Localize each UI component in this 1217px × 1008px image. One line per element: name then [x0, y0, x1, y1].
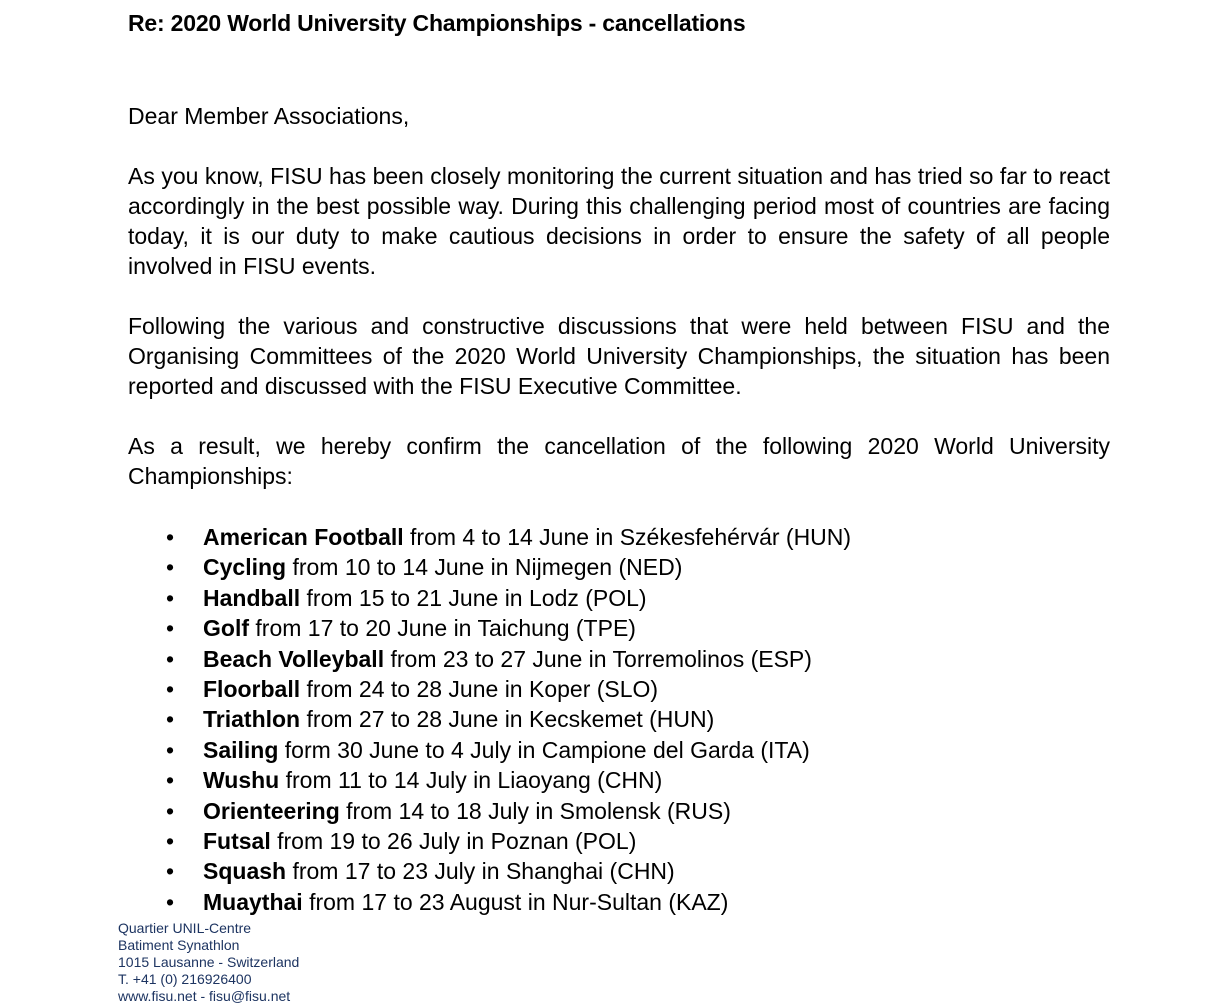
sport-name: Wushu: [203, 767, 280, 794]
bullet-icon: •: [166, 645, 175, 672]
sport-name: Floorball: [203, 675, 301, 702]
event-text: [203, 583, 647, 613]
list-item: [0, 674, 1217, 704]
bullet-icon: •: [166, 797, 175, 824]
event-text: [203, 613, 636, 643]
bullet-icon: •: [166, 584, 175, 611]
paragraph-discussions: Following the various and constructive discussions that were held between FISU and the Organising Committees of the 2020 World University Championships, the situation has been reported and discussed with the FISU Executive Committee.: [128, 313, 1110, 399]
event-details: from 17 to 20 June in Taichung (TPE): [249, 615, 636, 642]
sport-name: Futsal: [203, 827, 271, 854]
event-details: from 23 to 27 June in Torremolinos (ESP): [384, 645, 812, 672]
list-item: [0, 552, 1217, 582]
event-details: from 27 to 28 June in Kecskemet (HUN): [300, 706, 715, 733]
list-item: [0, 522, 1217, 552]
event-text: [203, 796, 731, 826]
event-details: from 4 to 14 June in Székesfehérvár (HUN): [403, 524, 852, 550]
event-details: from 19 to 26 July in Poznan (POL): [270, 827, 637, 854]
letterhead-footer: [118, 920, 299, 1005]
footer-web-email-line: www.fisu.net - fisu@fisu.net: [118, 988, 291, 1004]
event-details: from 11 to 14 July in Liaoyang (CHN): [279, 767, 663, 794]
event-text: [203, 522, 851, 552]
footer-city-line: 1015 Lausanne - Switzerland: [118, 954, 300, 970]
bullet-icon: •: [166, 524, 175, 550]
list-item: [0, 826, 1217, 856]
paragraph-situation: As you know, FISU has been closely monitoring the current situation and has tried so far to react accordingly in the best possible way. During this challenging period most of countries are facing today, it is our duty to make cautious decisions in order to ensure the safety of all people involved in FISU events.: [128, 163, 1110, 279]
sport-name: Orienteering: [203, 797, 340, 824]
sport-name: Triathlon: [203, 706, 301, 733]
sport-name: Golf: [203, 615, 249, 642]
sport-name: American Football: [203, 524, 404, 550]
list-item: [0, 644, 1217, 674]
sport-name: Cycling: [203, 554, 287, 581]
event-details: from 15 to 21 June in Lodz (POL): [300, 584, 647, 611]
bullet-icon: •: [166, 675, 175, 702]
bullet-icon: •: [166, 736, 175, 763]
sport-name: Handball: [203, 584, 301, 611]
sport-name: Muaythai: [203, 888, 303, 915]
event-text: [203, 856, 675, 886]
paragraph-confirmation: As a result, we hereby confirm the cancellation of the following 2020 World University Championships:: [128, 433, 1110, 489]
event-text: [203, 735, 810, 765]
bullet-icon: •: [166, 706, 175, 733]
event-text: [203, 674, 658, 704]
cancelled-events-list: [0, 522, 1217, 917]
footer-phone-line: T. +41 (0) 216926400: [118, 971, 252, 987]
list-item: [0, 613, 1217, 643]
list-item: [0, 583, 1217, 613]
event-details: from 17 to 23 July in Shanghai (CHN): [286, 858, 675, 885]
list-item: [0, 796, 1217, 826]
event-text: [203, 887, 728, 917]
bullet-icon: •: [166, 888, 175, 915]
bullet-icon: •: [166, 827, 175, 854]
footer-address-line: Quartier UNIL-Centre: [118, 920, 252, 936]
event-details: from 24 to 28 June in Koper (SLO): [300, 675, 659, 702]
footer-building-line: Batiment Synathlon: [118, 937, 240, 953]
event-text: [203, 552, 682, 582]
event-details: from 14 to 18 July in Smolensk (RUS): [339, 797, 731, 824]
event-text: [203, 704, 714, 734]
list-item: [0, 887, 1217, 917]
bullet-icon: •: [166, 554, 175, 581]
bullet-icon: •: [166, 615, 175, 642]
sport-name: Squash: [203, 858, 287, 885]
event-text: [203, 765, 662, 795]
letter-subject: Re: 2020 World University Championships - cancellations: [128, 10, 746, 36]
sport-name: Beach Volleyball: [203, 645, 385, 672]
event-text: [203, 826, 636, 856]
bullet-icon: •: [166, 767, 175, 794]
list-item: [0, 735, 1217, 765]
list-item: [0, 856, 1217, 886]
event-text: [203, 644, 812, 674]
bullet-icon: •: [166, 858, 175, 885]
event-details: from 10 to 14 June in Nijmegen (NED): [286, 554, 683, 581]
list-item: [0, 704, 1217, 734]
sport-name: Sailing: [203, 736, 279, 763]
list-item: [0, 765, 1217, 795]
salutation: Dear Member Associations,: [128, 103, 410, 129]
event-details: from 17 to 23 August in Nur-Sultan (KAZ): [302, 888, 729, 915]
event-details: form 30 June to 4 July in Campione del Garda (ITA): [278, 736, 810, 763]
